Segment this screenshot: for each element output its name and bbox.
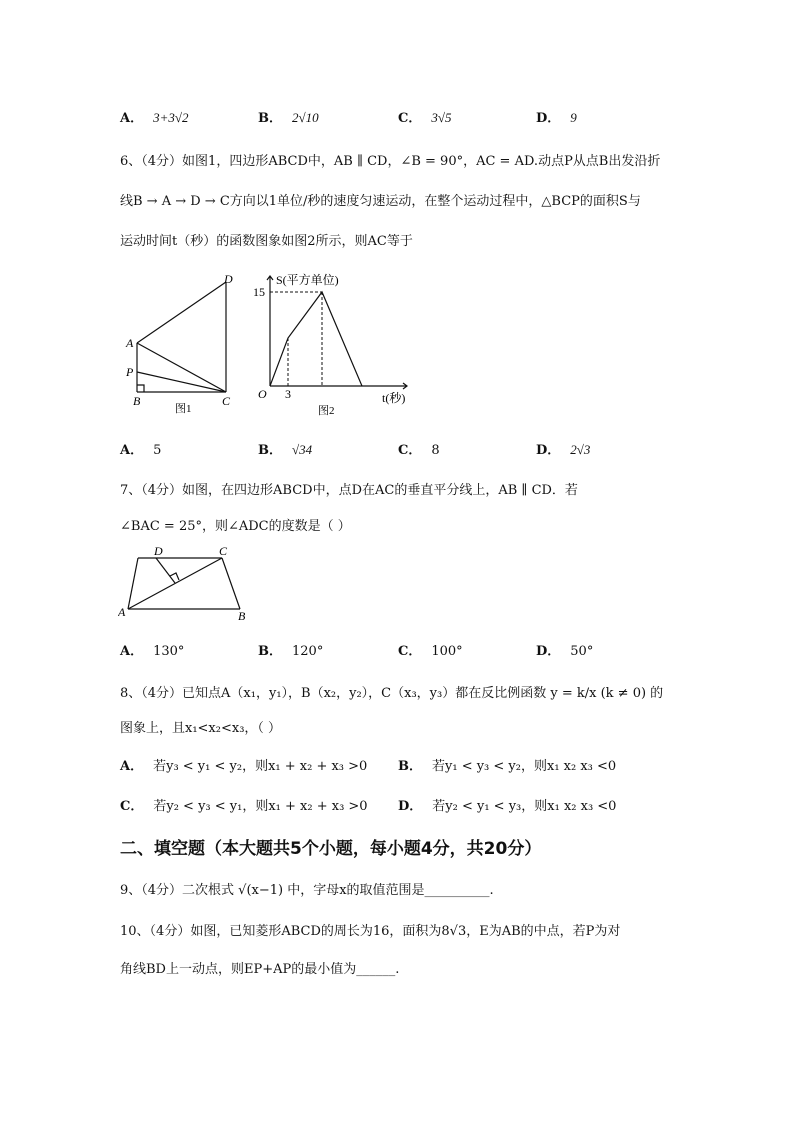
q7-stem-line1: 7、（4分）如图，在四边形ABCD中，点D在AC的垂直平分线上，AB ∥ CD．若 — [120, 483, 578, 498]
q7-option-b: B． 120° — [258, 644, 324, 659]
q9-stem: 9、（4分）二次根式 √(x−1) 中，字母x的取值范围是__________. — [120, 883, 494, 898]
section2-heading: 二、填空题（本大题共5个小题，每小题4分，共20分） — [120, 839, 542, 859]
q8-stem-line2: 图象上，且x₁<x₂<x₃，（ ） — [120, 721, 282, 736]
fig2-ytick-15: 15 — [253, 285, 265, 299]
q6-figure1 — [120, 272, 250, 422]
q7-label-c: C — [219, 544, 228, 558]
fig2-xtick-3: 3 — [285, 387, 291, 401]
q7-label-a: A — [118, 605, 126, 619]
q6-option-c: C． 8 — [398, 443, 440, 458]
q7-option-a: A． 130° — [120, 644, 185, 659]
q5-option-d: D． 9 — [536, 110, 577, 126]
q7-option-d: D． 50° — [536, 644, 594, 659]
q8-stem-line1: 8、（4分）已知点A（x₁，y₁），B（x₂，y₂），C（x₃，y₃）都在反比例函数 y = k/x (k ≠ 0) 的 — [120, 686, 664, 701]
q10-stem-line1: 10、（4分）如图，已知菱形ABCD的周长为16，面积为8√3，E为AB的中点，若P为对 — [120, 924, 621, 939]
q6-stem-line2: 线B → A → D → C方向以1单位/秒的速度匀速运动，在整个运动过程中，△BCP的面积S与 — [120, 194, 641, 209]
q7-figure — [118, 543, 258, 625]
fig2-xlabel: t(秒) — [382, 391, 406, 405]
q5-option-a: A． 3+3√2 — [120, 110, 189, 126]
q8-option-c: C． 若y₂ < y₃ < y₁，则x₁ + x₂ + x₃ >0 — [120, 799, 368, 814]
q6-figure2 — [252, 270, 417, 422]
q8-option-b: B． 若y₁ < y₃ < y₂，则x₁ x₂ x₃ <0 — [398, 759, 617, 774]
q8-option-a: A． 若y₃ < y₁ < y₂，则x₁ + x₂ + x₃ >0 — [120, 759, 368, 774]
q7-label-d: D — [154, 544, 163, 558]
fig1-label-d: D — [224, 272, 233, 286]
fig1-label-a: A — [126, 336, 134, 350]
q6-stem-line3: 运动时间t（秒）的函数图象如图2所示，则AC等于 — [120, 234, 413, 249]
fig1-label-b: B — [133, 394, 141, 408]
q6-option-b: B． √34 — [258, 442, 313, 458]
q6-option-a: A． 5 — [120, 443, 162, 458]
q7-option-c: C． 100° — [398, 644, 463, 659]
q5-option-c: C． 3√5 — [398, 110, 452, 126]
fig2-caption: 图2 — [318, 405, 335, 417]
q10-stem-line2: 角线BD上一动点，则EP+AP的最小值为______. — [120, 962, 400, 977]
fig1-label-c: C — [222, 394, 231, 408]
q7-label-b: B — [238, 609, 246, 623]
fig1-label-p: P — [126, 365, 134, 379]
q5-option-b: B． 2√10 — [258, 110, 319, 126]
q6-stem-line1: 6、（4分）如图1，四边形ABCD中，AB ∥ CD，∠B = 90°，AC = AD.动点P从点B出发沿折 — [120, 154, 661, 169]
fig1-caption: 图1 — [175, 403, 192, 415]
fig2-origin: O — [258, 387, 267, 401]
q6-option-d: D． 2√3 — [536, 442, 591, 458]
q7-stem-line2: ∠BAC = 25°，则∠ADC的度数是（ ） — [120, 519, 351, 534]
q8-option-d: D． 若y₂ < y₁ < y₃，则x₁ x₂ x₃ <0 — [398, 799, 617, 814]
fig2-ylabel: S(平方单位) — [276, 273, 339, 287]
